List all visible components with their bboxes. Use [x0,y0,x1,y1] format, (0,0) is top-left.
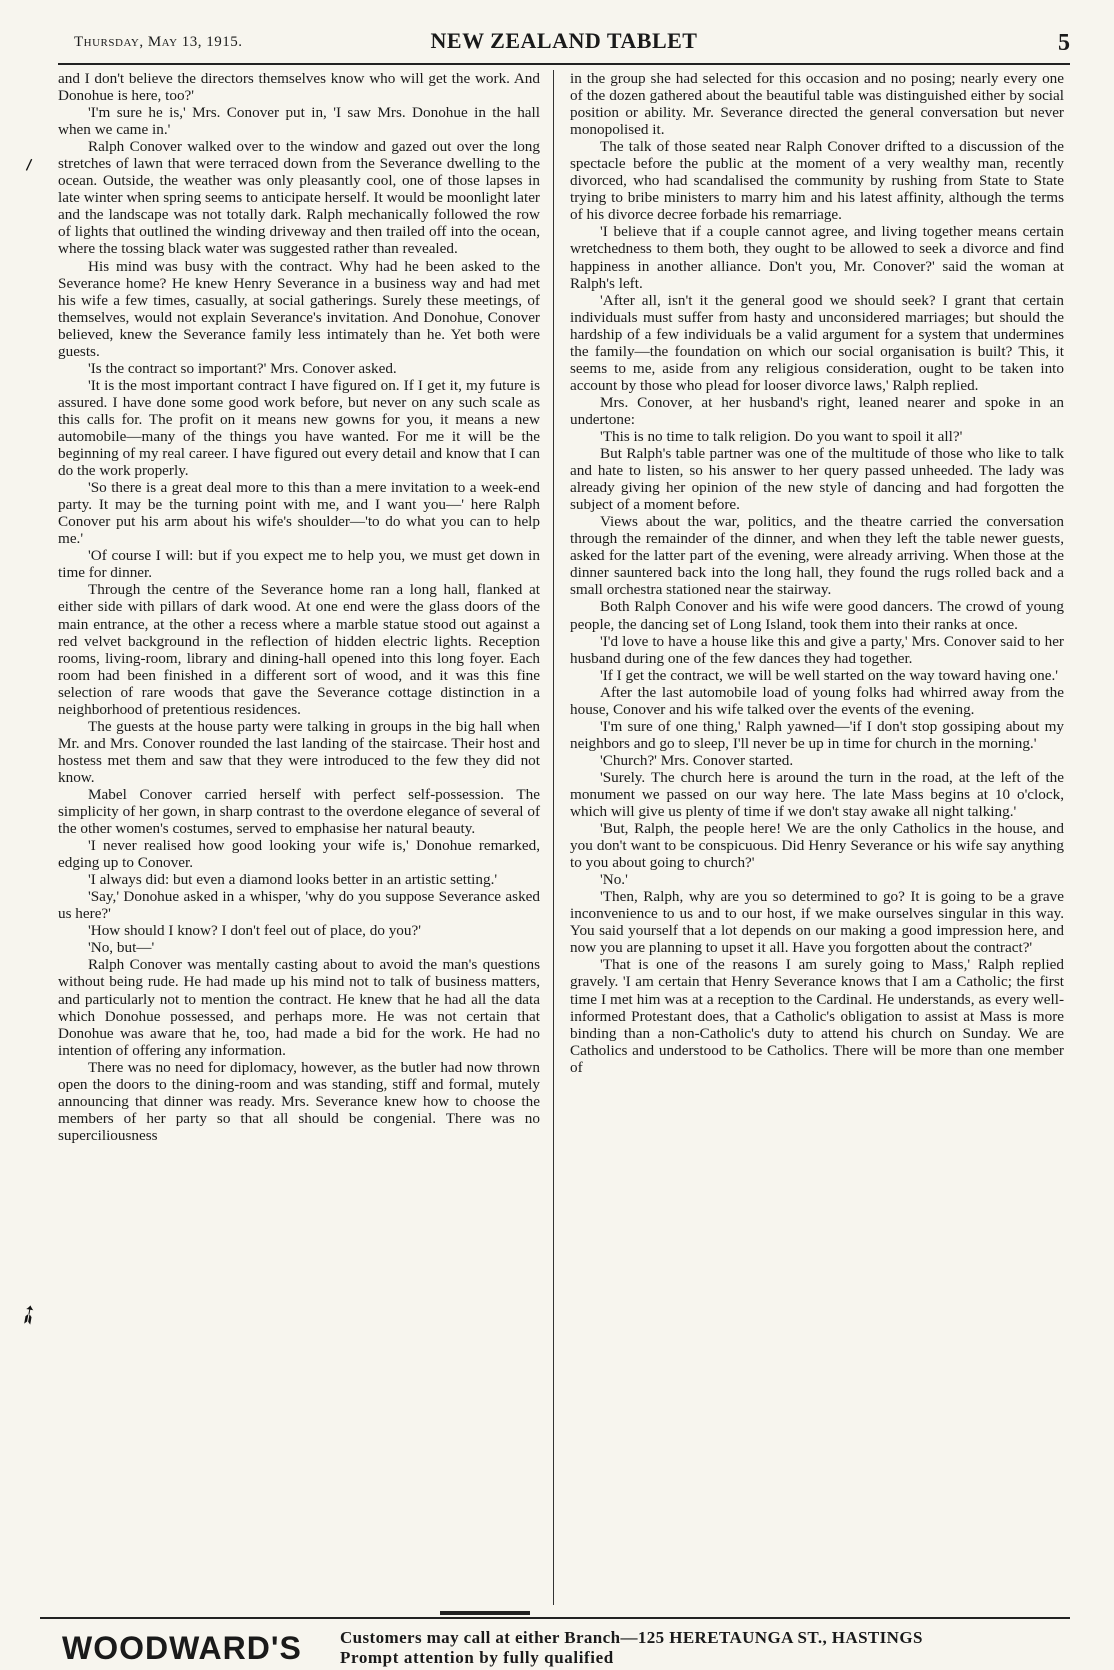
pencil-mark-icon: ⸝ [15,143,39,176]
paragraph: The talk of those seated near Ralph Conover drifted to a discussion of the spectacle before the public at the moment of a very wealthy man, recently divorced, who had scandalised the community by rushing from State to State trying to bribe ministers to marry him and his latest affinity, although the terms of his divorce decree forbade his remarriage. [570,138,1064,224]
paragraph: There was no need for diplomacy, however, as the butler had now thrown open the doors to the dining-room and was standing, stiff and formal, mutely announcing that dinner was ready. Mrs. Severance knew how to choose the members of her party so that all should be congenial. There was no superciliousness [58,1058,540,1144]
ad-brand: WOODWARD'S [62,1630,302,1666]
pencil-mark-icon: ➶ [11,1296,46,1333]
page-number: 5 [1058,30,1070,56]
ad-text-line: Customers may call at either Branch—125 HERETAUNGA ST., HASTINGS [340,1628,923,1647]
paragraph: 'I always did: but even a diamond looks better in an artistic setting.' [88,871,498,889]
paragraph: 'Then, Ralph, why are you so determined to go? It is going to be a grave inconvenience to us and to our host, if we make ourselves singular in this way. You said yourself that a lot depends on our making a good impression here, and now you are planning to upset it all. Have you forgotten about the contract?' [570,888,1064,957]
paragraph: 'Church?' Mrs. Conover started. [600,751,794,769]
issue-date: Thursday, May 13, 1915. [74,34,243,50]
column-divider [553,70,554,1605]
advertisement [40,1620,1070,1670]
end-rule [440,1611,530,1615]
paragraph: Ralph Conover walked over to the window and gazed out over the long stretches of lawn that were terraced down from the Severance dwelling to the ocean. Outside, the weather was only pleasantly cool, one of those lapses in late winter when spring seems to anticipate herself. It would be moonlight later and the landscape was not totally dark. Ralph mechanically followed the row of lights that outlined the winding driveway and then trailed off into the ocean, where the tossing black water was suggested rather than revealed. [58,138,540,258]
paragraph: His mind was busy with the contract. Why had he been asked to the Severance home? He knew Henry Severance in a business way and had met his wife a few times, casually, at social gatherings. Surely these meetings, of themselves, would not explain Severance's invitation. And Donohue, Conover believed, knew the Severance family less intimately than he. Yet both were guests. [58,257,540,360]
paragraph: and I don't believe the directors themselves know who will get the work. And Donohue is here, too?' [58,70,540,105]
paragraph: 'No, but—' [88,939,155,957]
ad-text-line: Prompt attention by fully qualified [340,1648,614,1667]
paragraph: 'Say,' Donohue asked in a whisper, 'why do you suppose Severance asked us here?' [58,888,540,923]
paragraph: 'Of course I will: but if you expect me to help you, we must get down in time for dinner. [58,547,540,582]
paragraph: Mrs. Conover, at her husband's right, leaned nearer and spoke in an undertone: [570,393,1064,428]
paragraph: Views about the war, politics, and the theatre carried the conversation through the remainder of the dinner, and when they left the table newer guests, asked for the latter part of the evening, were already arriving. When those at the dinner sauntered back into the long hall, they found the rugs rolled back and a small orchestra stationed near the stairway. [570,513,1064,599]
right-column [570,70,1064,1076]
paragraph: 'After all, isn't it the general good we should seek? I grant that certain individuals must suffer from hasty and unconsidered marriages; but should the hardship of a few individuals be a valid argument for a system that undermines the family—the foundation on which our social organisation is built? This, it seems to me, aside from any religious consideration, ought to be taken into account by those who plead for looser divorce laws,' Ralph replied. [570,291,1064,394]
left-column [58,70,540,1144]
paragraph: The guests at the house party were talking in groups in the big hall when Mr. and Mrs. Conover rounded the last landing of the staircase. Their host and hostess met them and saw that they were introduced to the few they did not know. [58,717,540,786]
paragraph: 'If I get the contract, we will be well started on the way toward having one.' [600,666,1058,684]
paragraph: Both Ralph Conover and his wife were good dancers. The crowd of young people, the dancing set of Long Island, took them into their ranks at once. [570,598,1064,633]
paragraph: in the group she had selected for this occasion and no posing; nearly every one of the dozen gathered about the beautiful table was distinguished either by social position or ability. Mr. Severance directed the general conversation but never monopolised it. [570,70,1064,139]
paragraph: 'I never realised how good looking your wife is,' Donohue remarked, edging up to Conover. [58,837,540,872]
paragraph: 'No.' [600,871,628,889]
footer-rule [40,1617,1070,1619]
paragraph: 'So there is a great deal more to this than a mere invitation to a week-end party. It may be the turning point with me, and I want you—' here Ralph Conover put his arm about his wife's shoulder—'to do what you can to help me.' [58,479,540,548]
paragraph: Mabel Conover carried herself with perfect self-possession. The simplicity of her gown, in sharp contrast to the overdone elegance of several of the other women's costumes, served to emphasise her natural beauty. [58,785,540,838]
paragraph: 'Surely. The church here is around the turn in the road, at the left of the monument we passed on our way here. The late Mass begins at 10 o'clock, which will give us plenty of time if we don't stay awake all night talking.' [570,768,1064,821]
paragraph: 'Is the contract so important?' Mrs. Conover asked. [88,359,397,377]
header-rule [58,63,1070,65]
paragraph: 'But, Ralph, the people here! We are the only Catholics in the house, and you don't want to be conspicuous. Did Henry Severance or his wife say anything to you about going to church?' [570,820,1064,872]
page-header [58,26,1070,60]
paragraph: 'I believe that if a couple cannot agree, and living together means certain wretchedness to them both, they ought to be allowed to seek a divorce and find happiness in another alliance. Don't you, Mr. Conover?' said the woman at Ralph's left. [570,223,1064,292]
paragraph: After the last automobile load of young folks had whirred away from the house, Conover and his wife talked over the events of the evening. [570,683,1064,718]
paragraph: 'That is one of the reasons I am surely going to Mass,' Ralph replied gravely. 'I am certain that Henry Severance knows that I am a Catholic; the first time I met him was at a reception to the Cardinal. He understands, as every well-informed Protestant does, that a Catholic's obligation to assist at Mass is more binding than a non-Catholic's duty to attend his church on Sunday. We are Catholics and understood to be Catholics. There will be more than one member of [570,956,1064,1076]
newspaper-title: NEW ZEALAND TABLET [430,28,698,53]
paragraph: Through the centre of the Severance home ran a long hall, flanked at either side with pillars of dark wood. At one end were the glass doors of the main entrance, at the other a recess where a marble statue stood out against a red velvet background in the reflection of hidden electric lights. Reception rooms, living-room, library and dining-hall opened into this long foyer. Each room had been finished in a different sort of wood, and it was this fine selection of rare woods that gave the Severance cottage distinction in a neighborhood of pretentious residences. [58,581,540,718]
paragraph: 'I'm sure he is,' Mrs. Conover put in, 'I saw Mrs. Donohue in the hall when we came in.' [58,104,540,139]
paragraph: 'It is the most important contract I have figured on. If I get it, my future is assured. I have done some good work before, but never on any such scale as this calls for. The profit on it means new gowns for you, it means a new automobile—many of the things you have wanted. For me it will be the beginning of my real career. I have figured out every detail and know that I can do the work properly. [58,376,540,480]
paragraph: 'This is no time to talk religion. Do you want to spoil it all?' [600,427,963,445]
paragraph: Ralph Conover was mentally casting about to avoid the man's questions without being rude. He had made up his mind not to talk of business matters, and particularly not to mention the contract. He knew that he had all the data which Donohue possessed, and perhaps more. He was not certain that Donohue was aware that he, too, had made a bid for the work. He had no intention of offering any information. [58,956,540,1059]
paragraph: 'I'm sure of one thing,' Ralph yawned—'if I don't stop gossiping about my neighbors and go to sleep, I'll never be up in time for church in the morning.' [570,717,1064,752]
paragraph: 'How should I know? I don't feel out of place, do you?' [88,922,421,940]
paragraph: But Ralph's table partner was one of the multitude of those who like to talk and hate to listen, so his answer to her query passed unheeded. The lady was already giving her opinion of the new style of dancing and had forgotten the subject of a moment before. [570,445,1064,514]
paragraph: 'I'd love to have a house like this and give a party,' Mrs. Conover said to her husband during one of the few dances they had together. [570,632,1064,667]
